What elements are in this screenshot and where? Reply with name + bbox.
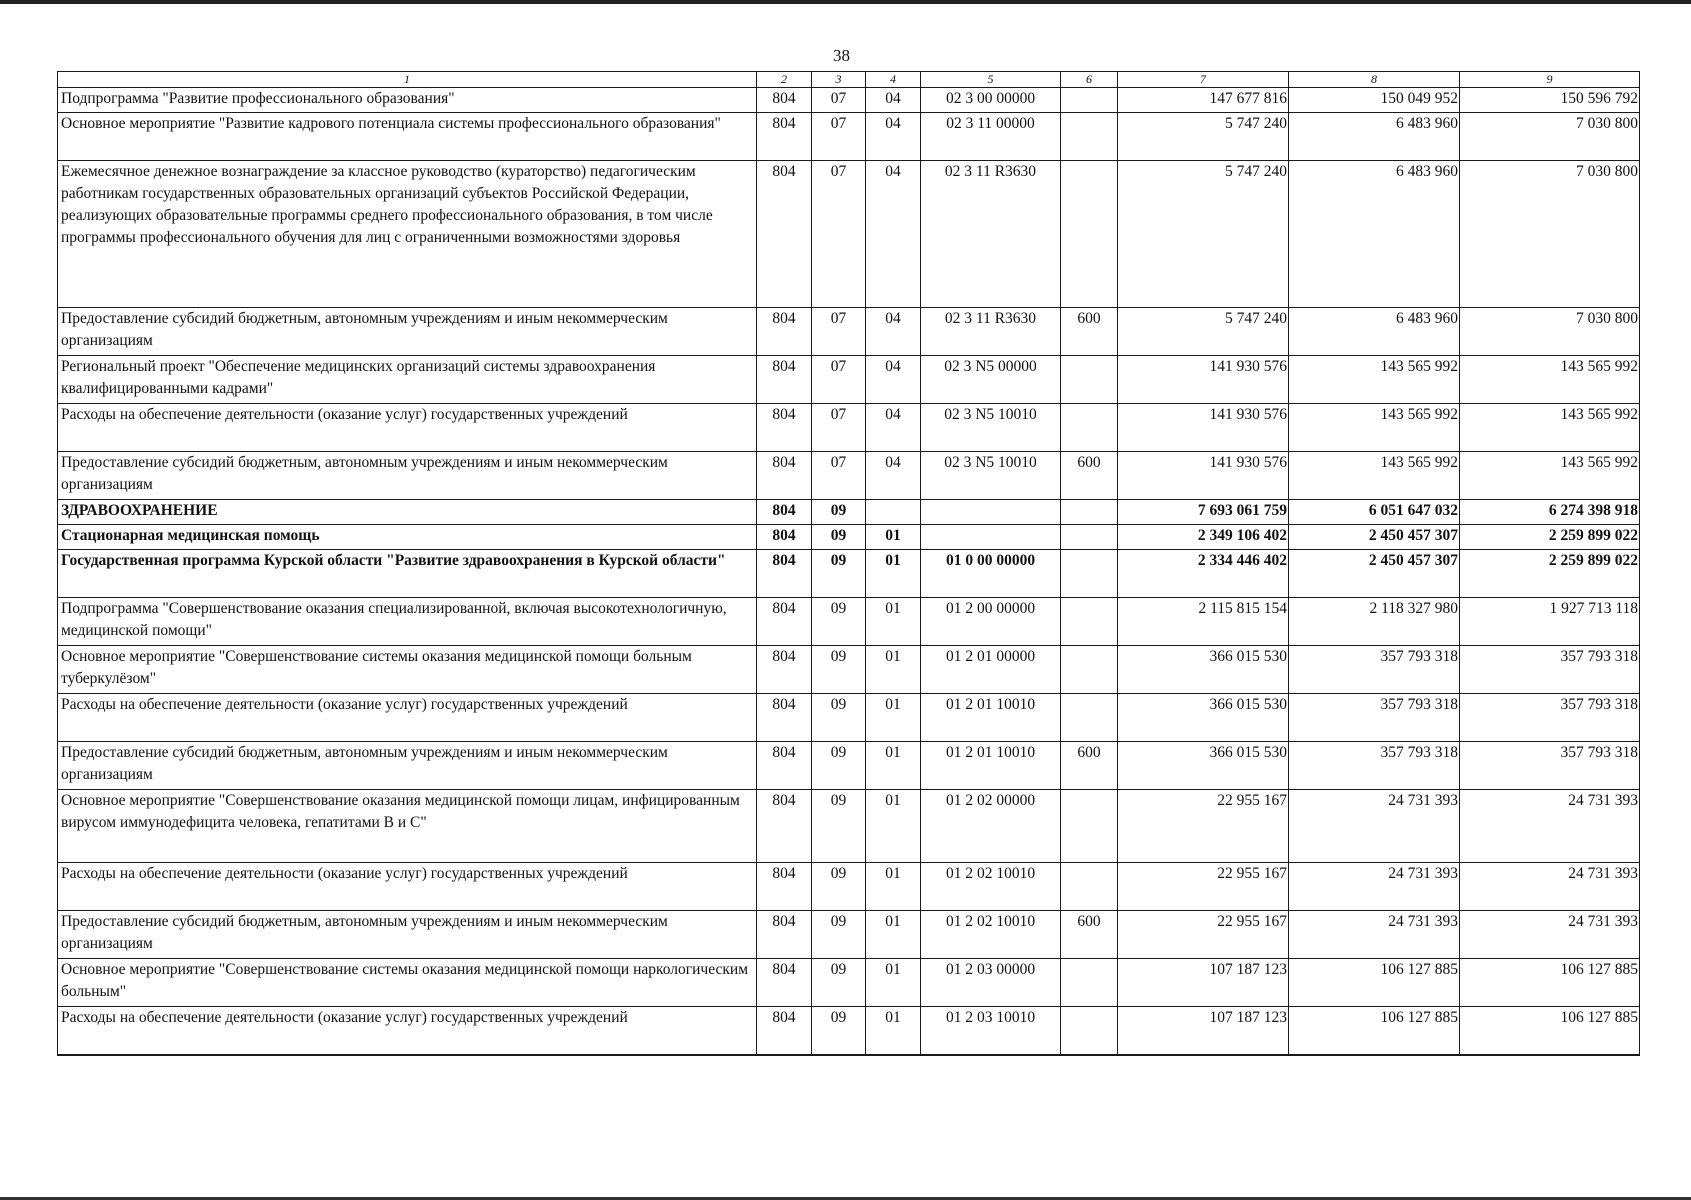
row-name-cell: Расходы на обеспечение деятельности (оказание услуг) государственных учреждений: [58, 694, 757, 742]
type-cell: [1061, 598, 1118, 646]
column-2-cell: 804: [757, 959, 812, 1007]
column-number: 2: [757, 72, 812, 88]
column-2-cell: 804: [757, 452, 812, 500]
table-row: [58, 404, 1640, 452]
top-border-line: [0, 0, 1691, 4]
amount-col8-cell: 106 127 885: [1289, 1007, 1460, 1055]
table-row: [58, 742, 1640, 790]
row-name-cell: Предоставление субсидий бюджетным, автономным учреждениям и иным некоммерческим организациям: [58, 308, 757, 356]
column-3-cell: 07: [812, 308, 866, 356]
code-cell: 01 2 02 10010: [921, 863, 1061, 911]
type-cell: 600: [1061, 308, 1118, 356]
row-name-cell: Ежемесячное денежное вознаграждение за классное руководство (кураторство) педагогическим работникам государственных образовательных организаций субъектов Российской Федерации, реализующих образовательные программы среднего профессионального образования, в том числе программы профессионального обучения для лиц с ограниченными возможностями здоровья: [58, 161, 757, 308]
column-2-cell: 804: [757, 88, 812, 113]
table-row: [58, 161, 1640, 308]
amount-col9-cell: 150 596 792: [1460, 88, 1640, 113]
column-4-cell: 01: [866, 694, 921, 742]
column-3-cell: 09: [812, 598, 866, 646]
amount-col9-cell: 7 030 800: [1460, 308, 1640, 356]
amount-col7-cell: 7 693 061 759: [1118, 500, 1289, 525]
amount-col8-cell: 2 118 327 980: [1289, 598, 1460, 646]
table-row: [58, 911, 1640, 959]
code-cell: 01 2 03 00000: [921, 959, 1061, 1007]
column-2-cell: 804: [757, 790, 812, 863]
table-row: [58, 88, 1640, 113]
column-3-cell: 09: [812, 911, 866, 959]
column-2-cell: 804: [757, 694, 812, 742]
code-cell: 01 2 00 00000: [921, 598, 1061, 646]
column-2-cell: 804: [757, 1007, 812, 1055]
column-3-cell: 09: [812, 550, 866, 598]
amount-col7-cell: 2 334 446 402: [1118, 550, 1289, 598]
code-cell: 02 3 N5 00000: [921, 356, 1061, 404]
code-cell: 01 2 03 10010: [921, 1007, 1061, 1055]
type-cell: [1061, 161, 1118, 308]
type-cell: 600: [1061, 452, 1118, 500]
table-row: [58, 959, 1640, 1007]
amount-col8-cell: 357 793 318: [1289, 742, 1460, 790]
column-number: 8: [1289, 72, 1460, 88]
amount-col9-cell: 24 731 393: [1460, 911, 1640, 959]
column-2-cell: 804: [757, 525, 812, 550]
row-name-cell: Подпрограмма "Совершенствование оказания специализированной, включая высокотехнологичную, медицинской помощи": [58, 598, 757, 646]
amount-col8-cell: 357 793 318: [1289, 646, 1460, 694]
amount-col9-cell: 7 030 800: [1460, 113, 1640, 161]
amount-col7-cell: 141 930 576: [1118, 452, 1289, 500]
column-number: 6: [1061, 72, 1118, 88]
amount-col8-cell: 143 565 992: [1289, 404, 1460, 452]
table-row: [58, 694, 1640, 742]
type-cell: [1061, 88, 1118, 113]
column-number: 7: [1118, 72, 1289, 88]
amount-col8-cell: 143 565 992: [1289, 452, 1460, 500]
type-cell: [1061, 959, 1118, 1007]
column-2-cell: 804: [757, 911, 812, 959]
amount-col9-cell: 2 259 899 022: [1460, 550, 1640, 598]
type-cell: [1061, 500, 1118, 525]
amount-col7-cell: 2 349 106 402: [1118, 525, 1289, 550]
amount-col8-cell: 24 731 393: [1289, 863, 1460, 911]
row-name-cell: ЗДРАВООХРАНЕНИЕ: [58, 500, 757, 525]
column-number-row: [58, 72, 1640, 88]
table-row: [58, 308, 1640, 356]
table-row: [58, 113, 1640, 161]
amount-col9-cell: 106 127 885: [1460, 1007, 1640, 1055]
column-3-cell: 09: [812, 863, 866, 911]
row-name-cell: Предоставление субсидий бюджетным, автономным учреждениям и иным некоммерческим организациям: [58, 742, 757, 790]
table-row: [58, 863, 1640, 911]
code-cell: 01 2 01 00000: [921, 646, 1061, 694]
column-number: 4: [866, 72, 921, 88]
row-name-cell: Расходы на обеспечение деятельности (оказание услуг) государственных учреждений: [58, 1007, 757, 1055]
code-cell: 02 3 N5 10010: [921, 404, 1061, 452]
amount-col8-cell: 6 483 960: [1289, 113, 1460, 161]
code-cell: 02 3 11 R3630: [921, 308, 1061, 356]
column-3-cell: 09: [812, 1007, 866, 1055]
column-4-cell: 01: [866, 525, 921, 550]
column-2-cell: 804: [757, 113, 812, 161]
type-cell: [1061, 113, 1118, 161]
amount-col9-cell: 357 793 318: [1460, 646, 1640, 694]
code-cell: 01 2 02 00000: [921, 790, 1061, 863]
column-3-cell: 09: [812, 500, 866, 525]
amount-col9-cell: 24 731 393: [1460, 790, 1640, 863]
column-2-cell: 804: [757, 308, 812, 356]
amount-col8-cell: 6 051 647 032: [1289, 500, 1460, 525]
row-name-cell: Расходы на обеспечение деятельности (оказание услуг) государственных учреждений: [58, 863, 757, 911]
amount-col9-cell: 357 793 318: [1460, 742, 1640, 790]
column-4-cell: 01: [866, 598, 921, 646]
column-4-cell: 01: [866, 959, 921, 1007]
amount-col9-cell: 1 927 713 118: [1460, 598, 1640, 646]
amount-col8-cell: 150 049 952: [1289, 88, 1460, 113]
amount-col7-cell: 22 955 167: [1118, 790, 1289, 863]
type-cell: [1061, 790, 1118, 863]
column-3-cell: 07: [812, 113, 866, 161]
column-4-cell: 04: [866, 356, 921, 404]
column-3-cell: 07: [812, 404, 866, 452]
amount-col8-cell: 24 731 393: [1289, 911, 1460, 959]
column-4-cell: 01: [866, 1007, 921, 1055]
column-4-cell: 01: [866, 911, 921, 959]
type-cell: [1061, 1007, 1118, 1055]
amount-col9-cell: 6 274 398 918: [1460, 500, 1640, 525]
table-row: [58, 525, 1640, 550]
column-4-cell: 01: [866, 790, 921, 863]
column-3-cell: 07: [812, 88, 866, 113]
amount-col9-cell: 24 731 393: [1460, 863, 1640, 911]
column-2-cell: 804: [757, 404, 812, 452]
amount-col7-cell: 5 747 240: [1118, 308, 1289, 356]
page-number: 38: [833, 46, 850, 65]
row-name-cell: Стационарная медицинская помощь: [58, 525, 757, 550]
row-name-cell: Региональный проект "Обеспечение медицинских организаций системы здравоохранения квалифицированными кадрами": [58, 356, 757, 404]
column-4-cell: 01: [866, 863, 921, 911]
amount-col9-cell: 143 565 992: [1460, 356, 1640, 404]
amount-col7-cell: 147 677 816: [1118, 88, 1289, 113]
amount-col8-cell: 6 483 960: [1289, 161, 1460, 308]
column-4-cell: 01: [866, 742, 921, 790]
amount-col7-cell: 141 930 576: [1118, 404, 1289, 452]
column-number: 1: [58, 72, 757, 88]
amount-col9-cell: 106 127 885: [1460, 959, 1640, 1007]
amount-col7-cell: 107 187 123: [1118, 959, 1289, 1007]
amount-col7-cell: 366 015 530: [1118, 646, 1289, 694]
amount-col7-cell: 366 015 530: [1118, 742, 1289, 790]
amount-col9-cell: 143 565 992: [1460, 404, 1640, 452]
amount-col7-cell: 366 015 530: [1118, 694, 1289, 742]
type-cell: [1061, 356, 1118, 404]
amount-col8-cell: 2 450 457 307: [1289, 525, 1460, 550]
code-cell: 02 3 11 R3630: [921, 161, 1061, 308]
row-name-cell: Основное мероприятие "Развитие кадрового потенциала системы профессионального образования": [58, 113, 757, 161]
code-cell: 01 2 01 10010: [921, 694, 1061, 742]
column-4-cell: 04: [866, 404, 921, 452]
table-row: [58, 1007, 1640, 1055]
column-3-cell: 07: [812, 356, 866, 404]
table-row: [58, 452, 1640, 500]
type-cell: [1061, 863, 1118, 911]
column-2-cell: 804: [757, 646, 812, 694]
column-2-cell: 804: [757, 550, 812, 598]
code-cell: 01 2 02 10010: [921, 911, 1061, 959]
column-3-cell: 07: [812, 161, 866, 308]
column-4-cell: 04: [866, 308, 921, 356]
amount-col7-cell: 107 187 123: [1118, 1007, 1289, 1055]
amount-col7-cell: 22 955 167: [1118, 863, 1289, 911]
amount-col9-cell: 143 565 992: [1460, 452, 1640, 500]
column-number: 3: [812, 72, 866, 88]
amount-col8-cell: 143 565 992: [1289, 356, 1460, 404]
row-name-cell: Расходы на обеспечение деятельности (оказание услуг) государственных учреждений: [58, 404, 757, 452]
row-name-cell: Основное мероприятие "Совершенствование системы оказания медицинской помощи больным туберкулёзом": [58, 646, 757, 694]
amount-col7-cell: 5 747 240: [1118, 113, 1289, 161]
amount-col7-cell: 22 955 167: [1118, 911, 1289, 959]
amount-col7-cell: 141 930 576: [1118, 356, 1289, 404]
table-row: [58, 356, 1640, 404]
code-cell: 02 3 N5 10010: [921, 452, 1061, 500]
code-cell: 01 0 00 00000: [921, 550, 1061, 598]
column-3-cell: 07: [812, 452, 866, 500]
column-2-cell: 804: [757, 500, 812, 525]
type-cell: [1061, 550, 1118, 598]
amount-col8-cell: 6 483 960: [1289, 308, 1460, 356]
column-3-cell: 09: [812, 742, 866, 790]
row-name-cell: Подпрограмма "Развитие профессионального образования": [58, 88, 757, 113]
row-name-cell: Основное мероприятие "Совершенствование оказания медицинской помощи лицам, инфицированным вирусом иммунодефицита человека, гепатитами В и С": [58, 790, 757, 863]
column-4-cell: 04: [866, 88, 921, 113]
row-name-cell: Государственная программа Курской области "Развитие здравоохранения в Курской области": [58, 550, 757, 598]
type-cell: [1061, 404, 1118, 452]
column-number: 5: [921, 72, 1061, 88]
type-cell: [1061, 694, 1118, 742]
column-4-cell: 04: [866, 452, 921, 500]
column-2-cell: 804: [757, 863, 812, 911]
type-cell: [1061, 525, 1118, 550]
row-name-cell: Основное мероприятие "Совершенствование системы оказания медицинской помощи наркологическим больным": [58, 959, 757, 1007]
column-2-cell: 804: [757, 598, 812, 646]
code-cell: 02 3 00 00000: [921, 88, 1061, 113]
amount-col7-cell: 5 747 240: [1118, 161, 1289, 308]
column-4-cell: 04: [866, 161, 921, 308]
column-number: 9: [1460, 72, 1640, 88]
column-3-cell: 09: [812, 646, 866, 694]
column-2-cell: 804: [757, 356, 812, 404]
column-3-cell: 09: [812, 525, 866, 550]
column-3-cell: 09: [812, 790, 866, 863]
amount-col8-cell: 357 793 318: [1289, 694, 1460, 742]
amount-col8-cell: 2 450 457 307: [1289, 550, 1460, 598]
code-cell: 02 3 11 00000: [921, 113, 1061, 161]
amount-col9-cell: 2 259 899 022: [1460, 525, 1640, 550]
column-2-cell: 804: [757, 161, 812, 308]
table-row: [58, 500, 1640, 525]
amount-col9-cell: 7 030 800: [1460, 161, 1640, 308]
table-row: [58, 550, 1640, 598]
table-row: [58, 646, 1640, 694]
code-cell: 01 2 01 10010: [921, 742, 1061, 790]
code-cell: [921, 500, 1061, 525]
amount-col8-cell: 24 731 393: [1289, 790, 1460, 863]
table-row: [58, 598, 1640, 646]
column-3-cell: 09: [812, 959, 866, 1007]
column-4-cell: 01: [866, 646, 921, 694]
type-cell: [1061, 646, 1118, 694]
amount-col7-cell: 2 115 815 154: [1118, 598, 1289, 646]
amount-col8-cell: 106 127 885: [1289, 959, 1460, 1007]
column-4-cell: 04: [866, 113, 921, 161]
code-cell: [921, 525, 1061, 550]
amount-col9-cell: 357 793 318: [1460, 694, 1640, 742]
column-3-cell: 09: [812, 694, 866, 742]
column-4-cell: 01: [866, 550, 921, 598]
row-name-cell: Предоставление субсидий бюджетным, автономным учреждениям и иным некоммерческим организациям: [58, 911, 757, 959]
budget-table: [57, 71, 1640, 1056]
table-row: [58, 790, 1640, 863]
row-name-cell: Предоставление субсидий бюджетным, автономным учреждениям и иным некоммерческим организациям: [58, 452, 757, 500]
type-cell: 600: [1061, 911, 1118, 959]
column-2-cell: 804: [757, 742, 812, 790]
type-cell: 600: [1061, 742, 1118, 790]
column-4-cell: [866, 500, 921, 525]
